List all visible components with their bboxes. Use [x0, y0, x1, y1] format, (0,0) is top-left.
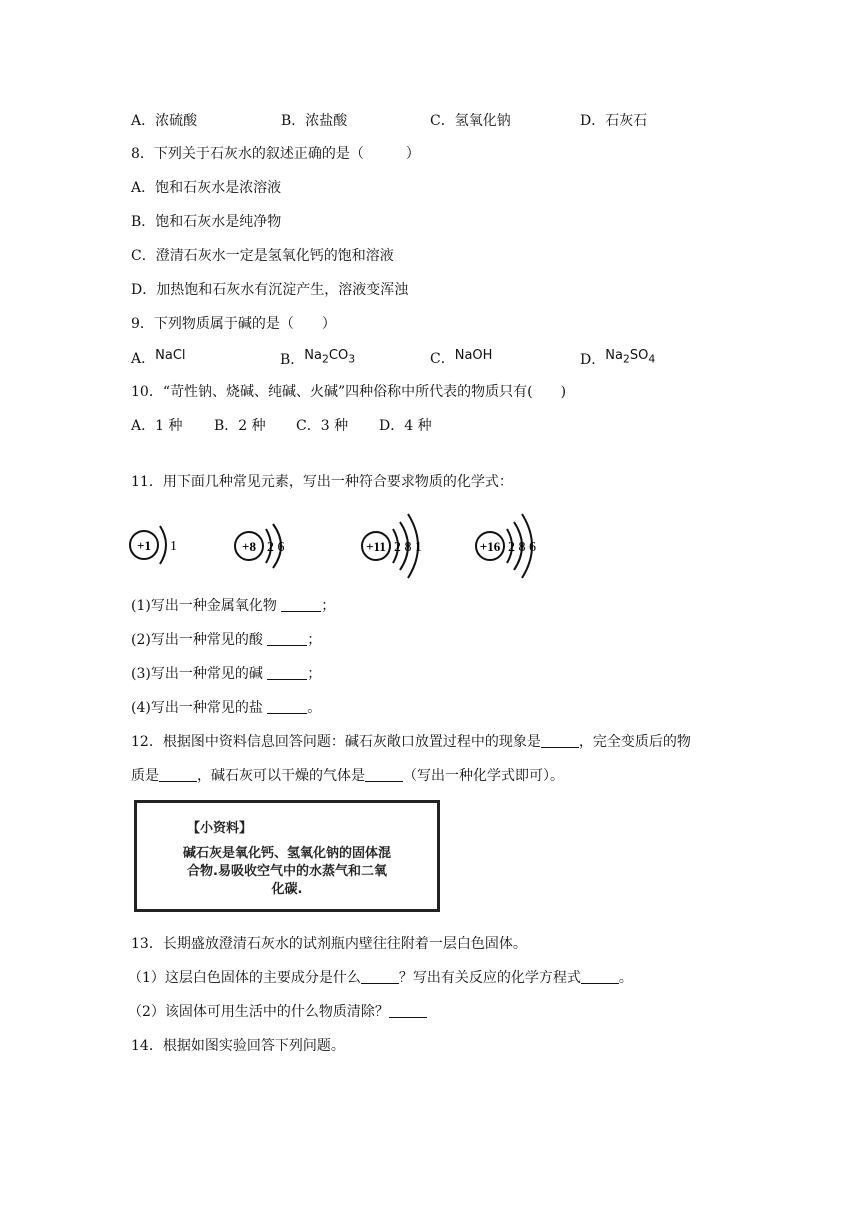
- q13-part-1-text-c: 。: [618, 970, 633, 986]
- q9-option-b: [280, 346, 355, 370]
- q13-stem: 13．长期盛放澄清石灰水的试剂瓶内壁往往附着一层白色固体。: [131, 936, 527, 952]
- atom-4-nucleus: +16: [479, 539, 501, 554]
- q9-option-b-subscript2: 3: [348, 352, 356, 366]
- info-box-title: 【小资料】: [187, 821, 253, 836]
- atom-3-nucleus: +11: [366, 539, 386, 554]
- q13-part-1-text-a: （1）这层白色固体的主要成分是什么: [128, 970, 361, 986]
- info-box-line-1: 碱石灰是氧化钙、氢氧化钠的固体混: [182, 846, 391, 861]
- q10-option-b: B．2 种: [214, 418, 266, 434]
- q11-part-2-end: ；: [307, 632, 322, 648]
- q12-line-1-text-b: ，完全变质后的物: [578, 734, 691, 750]
- q8-option-a: A．饱和石灰水是浓溶液: [131, 180, 282, 196]
- answer-blank[interactable]: [267, 699, 307, 714]
- q11-part-2: [131, 630, 321, 650]
- q11-part-1-end: ；: [321, 598, 336, 614]
- answer-blank[interactable]: [267, 665, 307, 680]
- q12-line-2-text-a: 质是: [131, 768, 159, 784]
- atom-1-electrons: 1: [170, 539, 177, 554]
- answer-blank[interactable]: [365, 767, 403, 782]
- q12-line-2: [131, 766, 564, 786]
- q9-option-b-formula-part2: CO: [328, 348, 349, 363]
- q11-part-3-end: ；: [307, 666, 322, 682]
- q9-option-a: [131, 346, 186, 369]
- atom-4-electrons: 2 8 6: [508, 540, 536, 555]
- q7-option-a: A．浓硫酸: [131, 113, 198, 129]
- q11-part-4: [131, 698, 321, 718]
- atom-diagram-hydrogen: [128, 520, 188, 574]
- q7-option-b: B．浓盐酸: [281, 113, 348, 129]
- q9-option-d: [580, 346, 655, 370]
- info-box-line-3: 化碳.: [271, 882, 303, 897]
- q9-option-c-label: C．: [430, 351, 455, 367]
- q10-option-c: C．3 种: [296, 418, 349, 434]
- q9-option-b-label: B．: [280, 352, 305, 368]
- q13-part-1-text-b: ？写出有关反应的化学方程式: [398, 970, 581, 986]
- q11-part-1: [131, 596, 335, 616]
- q13-part-2-text: （2）该固体可用生活中的什么物质清除？: [128, 1004, 389, 1020]
- q11-part-4-text: (4)写出一种常见的盐: [131, 700, 263, 716]
- q11-part-3-text: (3)写出一种常见的碱: [131, 666, 263, 682]
- q10-option-d: D．4 种: [379, 418, 432, 434]
- atom-diagram-sulfur: [474, 510, 554, 586]
- q9-option-d-subscript2: 4: [648, 352, 656, 366]
- q9-option-d-subscript1: 2: [622, 352, 630, 366]
- q9-stem: 9．下列物质属于碱的是（ ）: [131, 316, 336, 332]
- q12-line-2-text-c: （写出一种化学式即可）。: [403, 768, 564, 784]
- answer-blank[interactable]: [267, 631, 307, 646]
- q12-line-2-text-b: ，碱石灰可以干燥的气体是: [197, 768, 365, 784]
- q8-option-b: B．饱和石灰水是纯净物: [131, 214, 282, 230]
- q8-option-c: C．澄清石灰水一定是氢氧化钙的饱和溶液: [131, 248, 394, 264]
- q9-option-a-formula: NaCl: [155, 348, 186, 363]
- q9-option-d-formula-part1: Na: [605, 348, 623, 363]
- atom-2-electrons: 2 6: [267, 540, 285, 555]
- q10-stem: 10．“苛性钠、烧碱、纯碱、火碱”四种俗称中所代表的物质只有( ): [131, 384, 567, 400]
- answer-blank[interactable]: [389, 1003, 427, 1018]
- q7-option-d: D．石灰石: [580, 113, 648, 129]
- q9-option-c: [430, 346, 492, 369]
- q9-option-a-label: A．: [131, 351, 156, 367]
- q10-option-a: A．1 种: [131, 418, 183, 434]
- q9-option-d-label: D．: [580, 352, 606, 368]
- atom-2-nucleus: +8: [242, 539, 256, 554]
- q7-option-c: C．氢氧化钠: [430, 113, 511, 129]
- answer-blank[interactable]: [541, 733, 579, 748]
- q11-part-3: [131, 664, 321, 684]
- q8-option-d: D．加热饱和石灰水有沉淀产生，溶液变浑浊: [131, 282, 409, 298]
- info-box-body: [137, 845, 437, 899]
- q9-option-b-formula-part1: Na: [304, 348, 322, 363]
- atom-diagram-sodium: [360, 510, 440, 586]
- info-box-line-2: 合物.易吸收空气中的水蒸气和二氧: [187, 864, 387, 879]
- answer-blank[interactable]: [281, 597, 321, 612]
- q8-stem: 8．下列关于石灰水的叙述正确的是（ ）: [131, 146, 420, 162]
- q11-stem: 11．用下面几种常见元素，写出一种符合要求物质的化学式：: [131, 474, 513, 490]
- q11-part-1-text: (1)写出一种金属氧化物: [131, 598, 277, 614]
- atom-diagram-oxygen: [233, 520, 303, 580]
- answer-blank[interactable]: [159, 767, 197, 782]
- q13-part-1: [128, 968, 633, 988]
- q9-option-c-formula: NaOH: [454, 348, 493, 363]
- answer-blank[interactable]: [581, 969, 619, 984]
- info-box-material: [134, 800, 440, 912]
- q11-part-2-text: (2)写出一种常见的酸: [131, 632, 263, 648]
- q11-part-4-end: 。: [307, 700, 322, 716]
- atom-1-nucleus: +1: [137, 538, 151, 553]
- q12-line-1: [131, 732, 691, 752]
- atom-3-electrons: 2 8 1: [394, 540, 422, 555]
- q12-line-1-text-a: 12．根据图中资料信息回答问题：碱石灰敞口放置过程中的现象是: [131, 734, 541, 750]
- answer-blank[interactable]: [361, 969, 399, 984]
- q13-part-2: [128, 1002, 427, 1022]
- q9-option-b-subscript1: 2: [322, 352, 329, 366]
- q14-stem: 14．根据如图实验回答下列问题。: [131, 1038, 345, 1054]
- q9-option-d-formula-part2: SO: [629, 348, 649, 363]
